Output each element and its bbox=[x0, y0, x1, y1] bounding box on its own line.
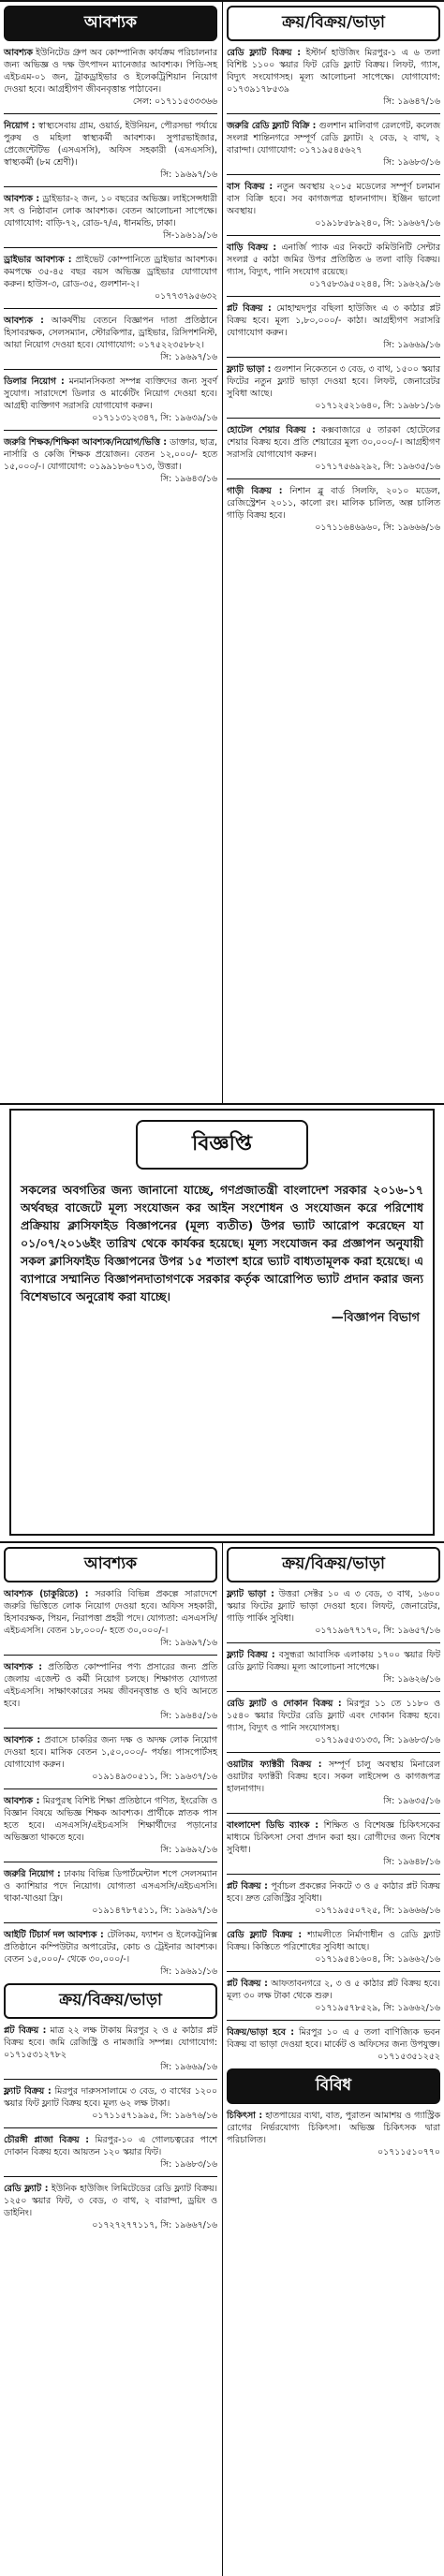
top-left-column bbox=[4, 6, 217, 491]
ad-divider bbox=[227, 235, 440, 236]
ad-divider bbox=[227, 418, 440, 419]
classified-ad bbox=[4, 120, 217, 181]
ad-body: ইস্টার্ন হাউজিং মিরপুর-১ এ ৬ তলা বিশিষ্ট ১১০০ স্কয়ার ফিট রেডি ফ্ল্যাট বিক্রয়। লিফট, গ্যাস, বিদ্যুৎ সংযোগসহ। মূল্য আলোচনা সাপেক্ষে। যোগাযোগ: ০১৭৩৯১৭৮৫৩৯ bbox=[227, 48, 440, 95]
ad-body: আকর্ষণীয় বেতনে বিজ্ঞাপন দাতা প্রতিষ্ঠানে হিসাবরক্ষক, সেলসম্যান, স্টোরকিপার, ড্রাইভার, রিসিপশনিস্ট, আয়া নিয়োগ দেওয়া হবে। যোগাযোগ: ০১৭৫২২৩৫৮৮২। bbox=[4, 316, 217, 350]
ad-reference: সি: ১৯৬৯২/১৬ bbox=[160, 1845, 217, 1855]
ad-reference: ০১৭১১৬৪৬৯৬০, সি: ১৯৬৬৬/১৬ bbox=[315, 523, 440, 533]
classified-ad bbox=[4, 47, 217, 108]
ad-reference: ০১৭১৯৫৫০৭২৫, সি: ১৯৬৬৬/১৬ bbox=[315, 1906, 440, 1916]
ad-reference: সি: ১৯৬৬৯/১৬ bbox=[383, 340, 440, 350]
classified-ad bbox=[4, 1868, 217, 1917]
ad-title: চৌরঙ্গী প্লাজা বিক্রয় : bbox=[4, 2135, 90, 2145]
ad-reference: ০১৭১৯৬৭৭১৭০, সি: ১৯৬৫৭/১৬ bbox=[315, 1626, 440, 1636]
ad-body: মিরপুর ১১ তে ১১৮০ ও ১৫৪০ স্কয়ার ফিটের রেডি ফ্ল্যাট এবং দোকান বিক্রয় হবে। গ্যাস, বিদ্যুৎ ও পানি সংযোগসহ। bbox=[227, 1699, 440, 1733]
classified-ad bbox=[227, 1819, 440, 1868]
ad-body: গুলশান মালিবাগ রেলগেট, কলেজ সংলগ্ন শান্তিনগরে সম্পূর্ণ রেডি ফ্ল্যাট। ২ বেড, ২ বাথ, ২ বারান্দা। যোগাযোগ: ০১৭১৯৫৪৫৬২৭ bbox=[227, 121, 441, 155]
classified-ad bbox=[4, 1661, 217, 1722]
classified-ad bbox=[227, 1698, 440, 1746]
ad-title: জরুরি রেডি ফ্ল্যাট বিক্রি : bbox=[227, 121, 317, 131]
ad-divider bbox=[227, 357, 440, 358]
classified-ad bbox=[227, 1649, 440, 1685]
ad-reference: সি: ১৯৬২৬/১৬ bbox=[383, 1674, 440, 1685]
ad-body: পূর্বাচল প্রকল্পের নিকটে ৩ ও ৫ কাঠার প্লট বিক্রয় হবে। দ্রুত রেজিস্ট্রির সুবিধা। bbox=[227, 1881, 441, 1904]
ad-body: সম্পূর্ণ চালু অবস্থায় মিনারেল ওয়াটার ফ্যাক্টরী বিক্রয় হবে। সকল লাইসেন্স ও কাগজপত্র হালনাগাদ। bbox=[227, 1759, 440, 1794]
ad-reference: ০১৭১১৫৭১৯৯৫, সি: ১৯৬৭৬/১৬ bbox=[92, 2111, 217, 2121]
ad-title: ডিলার নিয়োগ : bbox=[4, 376, 65, 387]
ad-reference: ০১৭১৯৫৫৩১৩৩, সি: ১৯৬৮৩/১৬ bbox=[315, 1735, 440, 1745]
classified-ad bbox=[4, 2024, 217, 2073]
classified-ad bbox=[227, 47, 440, 108]
ad-body: মনমানসিকতা সম্পন্ন ব্যক্তিদের জন্য সুবর্ণ সুযোগ। সারাদেশে ডিলার ও মার্কেটিং নিয়োগ দেওয়া হবে। আগ্রহী ব্যক্তিগণ সরাসরি যোগাযোগ করুন। bbox=[4, 376, 218, 411]
classified-ad bbox=[227, 1759, 440, 1807]
ad-body: ডাক্তার, ছাত্র, নার্সারি ও কেজি শিক্ষক প্রয়োজন। বেতন ১২,০০০/- হতে ১৫,০০০/-। যোগাযোগ: ০১৯৯১৮৬০৭১৩, উত্তরা। bbox=[4, 437, 217, 472]
ad-title: গাড়ী বিক্রয় : bbox=[227, 486, 283, 496]
bottom-left-column bbox=[4, 1547, 217, 2237]
ad-body: ঢাকায় বিভিন্ন ডিপার্টমেন্টাল শপে সেলসম্যান ও ক্যাশিয়ার পদে নিয়োগ। যোগ্যতা এসএসসি/এইচএসসি। থাকা-খাওয়া ফ্রি। bbox=[4, 1869, 217, 1904]
section-header-wanted-2: আবশ্যক bbox=[4, 1547, 217, 1582]
classified-ad bbox=[227, 1588, 440, 1637]
notice-signature: —বিজ্ঞাপন বিভাগ bbox=[331, 1311, 420, 1325]
ad-title: রেডি ফ্ল্যাট : bbox=[4, 2184, 49, 2194]
ad-title: প্লট বিক্রয় : bbox=[227, 303, 272, 314]
ad-body: শিক্ষিত ও বিশেষজ্ঞ চিকিৎসকের মাধ্যমে চিকিৎসা সেবা প্রদান করা হয়। রোগীদের জন্য বিশেষ সুবিধা। bbox=[227, 1820, 441, 1855]
ad-reference: সি: ১৯৬৯৭/১৬ bbox=[160, 1638, 217, 1648]
ad-title: নিয়োগ : bbox=[4, 121, 36, 131]
section-header-buy-sell-rent: ক্রয়/বিক্রয়/ভাড়া bbox=[227, 6, 440, 41]
top-right-column bbox=[227, 6, 440, 539]
ad-divider bbox=[227, 1922, 440, 1923]
ad-title: প্লট বিক্রয় : bbox=[4, 2025, 47, 2036]
ad-divider bbox=[4, 247, 217, 248]
ad-body: ইউনিক হাউজিং লিমিটেডের রেডি ফ্ল্যাট বিক্রয়। ১২৫০ স্কয়ার ফিট, ৩ বেড, ৩ বাথ, ২ বারান্দা, ড্রয়িং ও ডাইনিং। bbox=[4, 2184, 217, 2218]
ad-divider bbox=[4, 1922, 217, 1923]
ad-reference: ০১৯১৮৫৮৯২৪০, সি: ১৯৬৬৭/১৬ bbox=[315, 218, 440, 228]
ad-body: স্বাস্থ্যসেবায় গ্রাম, ওয়ার্ড, ইউনিয়ন, পৌরসভা পর্যায়ে পুরুষ ও মহিলা স্বাস্থ্যকর্মী আবশ্যক। সুপারভাইজার, প্রেজেন্টেটিভ (এসএসসি), অফিস সহকারী (এসএসসি), স্বাস্থ্যকর্মী (৮ম শ্রেণী)। bbox=[4, 121, 217, 168]
ad-body: টেলিকম, ফ্যাশন ও ইলেকট্রনিক্স প্রতিষ্ঠানে কম্পিউটার অপারেটর, কোচ ও ট্রেইনার আবশ্যক। বেতন ১৫,০০০/- থেকে ৩০,০০০/-। bbox=[4, 1930, 217, 1965]
ad-title: আবশ্যক bbox=[4, 48, 33, 58]
ad-title: রেডি ফ্ল্যাট বিক্রয় : bbox=[227, 48, 301, 58]
classified-ad bbox=[4, 2085, 217, 2122]
ad-reference: সি: ১৯৬৪৮/১৬ bbox=[383, 1857, 440, 1867]
ad-body: মিরপুরস্থ বিশিষ্ট শিক্ষা প্রতিষ্ঠানে গণিত, ইংরেজি ও বিজ্ঞান বিষয়ে অভিজ্ঞ শিক্ষক আবশ্যক। প্রার্থীকে স্নাতক পাস হতে হবে। এসএসসি/এইচএসসি শিক্ষার্থীদের পড়ানোর অভিজ্ঞতা থাকতে হবে। bbox=[4, 1796, 217, 1843]
ad-divider bbox=[227, 1971, 440, 1972]
ad-divider bbox=[4, 186, 217, 187]
classified-ad bbox=[227, 2026, 440, 2063]
ad-divider bbox=[4, 1728, 217, 1729]
ad-body: মিরপুর ১০ এ ৫ তলা বাণিজ্যিক ভবন বিক্রয় বা ভাড়া দেওয়া হবে। মার্কেট ও অফিসের জন্য উপযুক্ত। bbox=[227, 2027, 440, 2050]
ad-divider bbox=[227, 2020, 440, 2021]
ad-title: চিকিৎসা : bbox=[227, 2111, 263, 2121]
ad-title: ড্রাইভার আবশ্যক : bbox=[4, 255, 72, 265]
ad-title: ফ্ল্যাট ভাড়া : bbox=[227, 364, 272, 375]
section-header-buy-sell-rent-2: ক্রয়/বিক্রয়/ভাড়া bbox=[227, 1547, 440, 1582]
section-header-miscellaneous: বিবিধ bbox=[227, 2068, 440, 2104]
ad-reference: ০১৭১২৫২১৬৪০, সি: ১৯৬৮১/১৬ bbox=[315, 401, 440, 411]
ad-title: আবশ্যক : bbox=[4, 194, 40, 204]
ad-reference: সি: ১৯৬৯৭/১৬ bbox=[160, 169, 217, 180]
ad-body: বসুন্ধরা আবাসিক এলাকায় ১৭০০ স্কয়ার ফিট রেডি ফ্ল্যাট বিক্রয়। মূল্য আলোচনা সাপেক্ষে। bbox=[227, 1650, 440, 1672]
ad-divider bbox=[227, 1691, 440, 1692]
ad-divider bbox=[4, 2176, 217, 2177]
ad-reference: সি: ১৯৬৮৩/১৬ bbox=[160, 2159, 217, 2170]
ad-reference: সি: ১৯৬৯৭/১৬ bbox=[160, 352, 217, 362]
classified-ad bbox=[4, 1929, 217, 1978]
ad-divider bbox=[4, 113, 217, 114]
classified-ad bbox=[227, 2110, 440, 2158]
ad-title: ফ্ল্যাট বিক্রয় : bbox=[4, 2086, 52, 2097]
classified-ad bbox=[4, 2134, 217, 2171]
bottom-right-column bbox=[227, 1547, 440, 2164]
classified-ad bbox=[227, 1929, 440, 1965]
classified-ad bbox=[227, 181, 440, 229]
ad-title: বাড়ি বিক্রয় : bbox=[227, 243, 277, 253]
ad-reference: ০১৭৫৮৩৯৫০২৪৪, সি: ১৯৬২৯/১৬ bbox=[309, 279, 440, 289]
ad-body: শ্যামলীতে নির্মাণাধীন ও রেডি ফ্ল্যাট বিক্রয়। কিস্তিতে পরিশোধের সুবিধা আছে। bbox=[227, 1930, 441, 1952]
classified-ad bbox=[227, 1880, 440, 1917]
ad-reference: ০১৯১৪৭৮৭৫১১, সি: ১৯৬৯৭/১৬ bbox=[92, 1906, 217, 1916]
ad-reference: সি-১৯৬১৯/১৬ bbox=[162, 230, 217, 241]
ad-divider bbox=[227, 1813, 440, 1814]
ad-title: আবশ্যক : bbox=[4, 1735, 41, 1745]
ad-divider bbox=[227, 1752, 440, 1753]
ad-title: আবশ্যক (চাকুরিতে) : bbox=[4, 1589, 89, 1599]
ad-reference: ০১৭২৭২৭৭১১৭, সি: ১৯৬৬৭/১৬ bbox=[92, 2220, 217, 2230]
section-header-buy-sell-rent-3: ক্রয়/বিক্রয়/ভাড়া bbox=[4, 1983, 217, 2019]
ad-divider bbox=[227, 478, 440, 479]
ad-body: মোহাম্মদপুর বছিলা হাউজিং এ ৩ কাঠার প্লট বিক্রয় হবে। মূল্য ১,৮০,০০০/- কাঠা। আগ্রহীগণ সরাসরি যোগাযোগ করুন। bbox=[227, 303, 440, 338]
ad-reference: ০১৭১৯৫৪১৬০৪, সি: ১৯৬৬২/১৬ bbox=[315, 1954, 440, 1965]
vat-notice-box bbox=[9, 1109, 435, 1536]
ad-divider bbox=[227, 1642, 440, 1643]
ad-reference: ০১৭১১৩১২৩৪৭, সি: ১৯৬৩৯/১৬ bbox=[92, 413, 217, 423]
classified-ad bbox=[227, 485, 440, 534]
ad-reference: সি: ১৯৬৮৩/১৬ bbox=[383, 157, 440, 168]
ad-body: প্রবাসে চাকরির জন্য দক্ষ ও অদক্ষ লোক নিয়োগ দেওয়া হবে। মাসিক বেতন ১,৫০,০০০/- পর্যন্ত। পাসপোর্টসহ যোগাযোগ করুন। bbox=[4, 1735, 217, 1770]
ad-body: উত্তরা সেক্টর ১০ এ ৩ বেড, ৩ বাথ, ১৬০০ স্কয়ার ফিটের ফ্ল্যাট ভাড়া দেওয়া হবে। লিফট, জেনারেটর, গাড়ি পার্কিং সুবিধা। bbox=[227, 1589, 440, 1624]
classified-ad bbox=[4, 254, 217, 302]
ad-divider bbox=[4, 369, 217, 370]
ad-reference: সি: ১৯৬৪৫/১৬ bbox=[160, 1711, 217, 1721]
ad-title: প্লট বিক্রয় : bbox=[227, 1979, 268, 1989]
ad-title: আবশ্যক : bbox=[4, 1662, 43, 1672]
ad-title: ফ্ল্যাট বিক্রয় : bbox=[227, 1650, 275, 1660]
ad-reference: ০১৭৭৩৭৯৫৬৩২ bbox=[154, 291, 217, 302]
ad-title: রেডি ফ্ল্যাট ও দোকান বিক্রয় : bbox=[227, 1699, 342, 1709]
ad-title: বিক্রয়/ভাড়া হবে : bbox=[227, 2027, 294, 2038]
ad-body: কক্সবাজারে ৫ তারকা হোটেলের শেয়ার বিক্রয় হবে। প্রতি শেয়ারের মূল্য ৩০,০০০/-। আগ্রহীগণ সরাসরি যোগাযোগ করুন। bbox=[227, 425, 440, 460]
ad-divider bbox=[4, 2127, 217, 2128]
ad-divider bbox=[4, 2079, 217, 2080]
ad-body: প্রাইভেট কোম্পানিতে ড্রাইভার আবশ্যক। কমপক্ষে ৩৫-৪৫ বছর বয়স অভিজ্ঞ ড্রাইভার যোগাযোগ করুন। হাউস-৩, রোড-৩৫, গুলশান-২। bbox=[4, 255, 217, 289]
classified-ad bbox=[227, 120, 440, 169]
classified-ad bbox=[4, 193, 217, 242]
classified-ad bbox=[227, 1978, 440, 2014]
ad-body: ইউনিটেড গ্রুপ অব কোম্পানিজ কার্যক্রম পরিচালনার জন্য অভিজ্ঞ ও দক্ষ উৎপাদন ম্যানেজার আবশ্যক। পিডি-সহ এইচএম-০১ জন, ট্রাকড্রাইভার ও ইলেকট্রিশিয়ান নিয়োগ দেওয়া হবে। আগ্রহীগণ জীবনবৃত্তান্ত পাঠাবেন। bbox=[4, 48, 217, 95]
ad-reference: ০১৭১৯৫৭৮৫২৯, সি: ১৯৬৬২/১৬ bbox=[315, 2003, 440, 2013]
ad-reference: সি: ১৯৬৬৯/১৬ bbox=[160, 2062, 217, 2072]
ad-title: ওয়াটার ফ্যাক্টরী বিক্রয় : bbox=[227, 1759, 322, 1770]
ad-title: বাংলাদেশ ডিভি ব্যাংক : bbox=[227, 1820, 318, 1831]
ad-body: আফতাবনগরে ২, ৩ ও ৫ কাঠার প্লট বিক্রয় হবে। মূল্য ৩০ লক্ষ টাকা থেকে শুরু। bbox=[227, 1979, 440, 2001]
ad-body: প্রতিষ্ঠিত কোম্পানির পণ্য প্রসারের জন্য প্রতি জেলায় এজেন্ট ও কর্মী নিয়োগ চলছে। শিক্ষাগত যোগ্যতা এইচএসসি। সাক্ষাৎকারের সময় জীবনবৃত্তান্ত ও ছবি আনতে হবে। bbox=[4, 1662, 217, 1709]
ad-reference: ০১৯১৪৯৩০৫১১, সি: ১৯৬৩৭/১৬ bbox=[92, 1772, 217, 1782]
ad-body: হাতপায়ের ব্যথা, বাত, পুরাতন আমাশয় ও গ্যাস্ট্রিক রোগের নির্ভরযোগ্য চিকিৎসা। অভিজ্ঞ চিকিৎসক দ্বারা পরিচালিত। bbox=[227, 2111, 441, 2145]
classified-ad bbox=[4, 315, 217, 363]
ad-reference: ০১৭১৫৩৫১২৫২ bbox=[377, 2052, 440, 2062]
ad-title: বাস বিক্রয় : bbox=[227, 182, 274, 192]
classified-ad bbox=[4, 1795, 217, 1856]
ad-body: মাত্র ২২ লক্ষ টাকায় মিরপুর ২ ও ৫ কাঠার প্লট বিক্রয় হবে। জমি রেজিস্ট্রি ও নামজারি সম্পন্ন। যোগাযোগ: ০১৭১৫৩১২৭৮২ bbox=[4, 2025, 218, 2060]
ad-divider bbox=[227, 174, 440, 175]
ad-body: নিশান ব্লু বার্ড সিলফি, ২০১০ মডেল, রেজিস্ট্রেশন ২০১১, কালো রং। মালিক চালিত, অল্প চালিত গাড়ি বিক্রয় হবে। bbox=[227, 486, 441, 521]
ad-divider bbox=[227, 296, 440, 297]
ad-title: জরুরি শিক্ষক/শিক্ষিকা আবশ্যক/নিয়োগ/ভিত্তি : bbox=[4, 437, 168, 448]
ad-title: আবশ্যক : bbox=[4, 1796, 40, 1806]
ad-title: রেডি ফ্ল্যাট বিক্রয় : bbox=[227, 1930, 303, 1940]
ad-divider bbox=[4, 430, 217, 431]
classified-ad bbox=[4, 1734, 217, 1783]
ad-title: আবশ্যক : bbox=[4, 316, 44, 326]
ad-divider bbox=[4, 1655, 217, 1656]
ad-title: প্লট বিক্রয় : bbox=[227, 1881, 268, 1892]
ad-title: জরুরি নিয়োগ : bbox=[4, 1869, 61, 1879]
notice-title: বিজ্ঞপ্তি bbox=[136, 1120, 308, 1170]
classified-ad bbox=[4, 436, 217, 485]
ad-title: ফ্ল্যাট ভাড়া : bbox=[227, 1589, 274, 1599]
ad-body: গুলশান নিকেতনে ৩ বেড, ৩ বাথ, ১৫০০ স্কয়ার ফিটের নতুন ফ্ল্যাট ভাড়া দেওয়া হবে। লিফট, জেনারেটর সুবিধা আছে। bbox=[227, 364, 440, 399]
ad-body: এনার্জি প্যাক এর নিকটে কমিউনিটি সেন্টার সংলগ্ন ৫ কাঠা জমির উপর প্রতিষ্ঠিত ৬ তলা বাড়ি বিক্রয়। গ্যাস, বিদ্যুৎ, পানি সংযোগ রয়েছে। bbox=[227, 243, 441, 277]
ad-reference: সি: ১৯৬৩৫/১৬ bbox=[383, 1796, 440, 1806]
section-header-wanted: আবশ্যক bbox=[4, 6, 217, 41]
ad-body: ড্রাইভার-২ জন, ১০ বছরের অভিজ্ঞ। লাইসেন্সধারী সৎ ও নিষ্ঠাবান লোক আবশ্যক। বেতন আলোচনা সাপেক্ষে। যোগাযোগ: বাড়ি-৭২, রোড-৭/এ, ধানমন্ডি, ঢাকা। bbox=[4, 194, 218, 228]
classified-ad bbox=[4, 2183, 217, 2231]
ad-reference: সি: ১৯৬৪৭/১৬ bbox=[383, 96, 440, 107]
ad-divider bbox=[227, 113, 440, 114]
ad-body: মিরপুর দারুসসালামে ৩ বেড, ৩ বাথের ১২০০ স্কয়ার ফিট ফ্ল্যাট বিক্রয় হবে। মূল্য ৬২ লক্ষ টাকা। bbox=[4, 2086, 217, 2109]
ad-reference: সি: ১৯৬৪৩/১৬ bbox=[160, 474, 217, 484]
ad-title: আইটি টিচার্স দল আবশ্যক : bbox=[4, 1930, 104, 1940]
ad-divider bbox=[4, 1788, 217, 1789]
ad-body: সরকারি বিভিন্ন প্রকল্পে সারাদেশে জরুরি ভিত্তিতে লোক নিয়োগ দেওয়া হবে। অফিস সহকারী, হিসাবরক্ষক, পিয়ন, নিরাপত্তা প্রহরী পদে। যোগ্যতা: এসএসসি/এইচএসসি। বেতন ১৮,০০০/- হতে ৩০,০০০/-। bbox=[4, 1589, 217, 1636]
classified-ad bbox=[227, 302, 440, 351]
ad-title: হোটেল শেয়ার বিক্রয় : bbox=[227, 425, 316, 435]
classified-ad bbox=[4, 375, 217, 424]
ad-reference: সি: ১৯৬৯১/১৬ bbox=[160, 1966, 217, 1977]
classified-ad bbox=[227, 424, 440, 473]
ad-divider bbox=[4, 308, 217, 309]
classified-ad bbox=[4, 1588, 217, 1649]
ad-reference: ০১৭১১৫১০৭৭০ bbox=[377, 2147, 440, 2157]
ad-reference: সেল: ০১৭১১৫৩৩৩৬৬ bbox=[132, 96, 217, 107]
ad-body: মিরপুর-১০ এ গোলচত্বরের পাশে দোকান বিক্রয় হবে। আয়তন ১২০ স্কয়ার ফিট। bbox=[4, 2135, 218, 2157]
ad-body: নতুন অবস্থায় ২০১৫ মডেলের সম্পূর্ণ চলমান বাস বিক্রি হবে। সব কাগজপত্র হালনাগাদ। ইঞ্জিন ভালো অবস্থায়। bbox=[227, 182, 440, 216]
notice-body: সকলের অবগতির জন্য জানানো যাচ্ছে, গণপ্রজাতন্ত্রী বাংলাদেশ সরকার ২০১৬-১৭ অর্থবছর বাজেটে মূল্য সংযোজন কর আইন সংশোধন ও সংযোজন করে পরিশোধ প্রক্রিয়ায় ক্লাসিফাইড বিজ্ঞাপনের (মূল্য ব্যতীত) উপর ভ্যাট আরোপ করেছেন যা ০১/০৭/২০১৬ইং তারিখ থেকে কার্যকর হয়েছে। মূল্য সংযোজন কর প্রজ্ঞাপন অনুযায়ী সকল ক্লাসিফাইড বিজ্ঞাপনের উপর ১৫ শতাংশ হারে ভ্যাট বাধ্যতামূলক করা হয়েছে। এ ব্যাপারে সম্মানিত বিজ্ঞাপনদাতাগণকে সরকার কর্তৃক আরোপিত ভ্যাট প্রদান করার জন্য বিশেষভাবে অনুরোধ করা যাচ্ছে। bbox=[21, 1183, 423, 1303]
classified-ad bbox=[227, 242, 440, 290]
ad-divider bbox=[227, 1874, 440, 1875]
ad-reference: ০১৭১৭৫৬৯২৯২, সি: ১৯৬৩৫/১৬ bbox=[315, 462, 440, 472]
classified-ad bbox=[227, 363, 440, 412]
